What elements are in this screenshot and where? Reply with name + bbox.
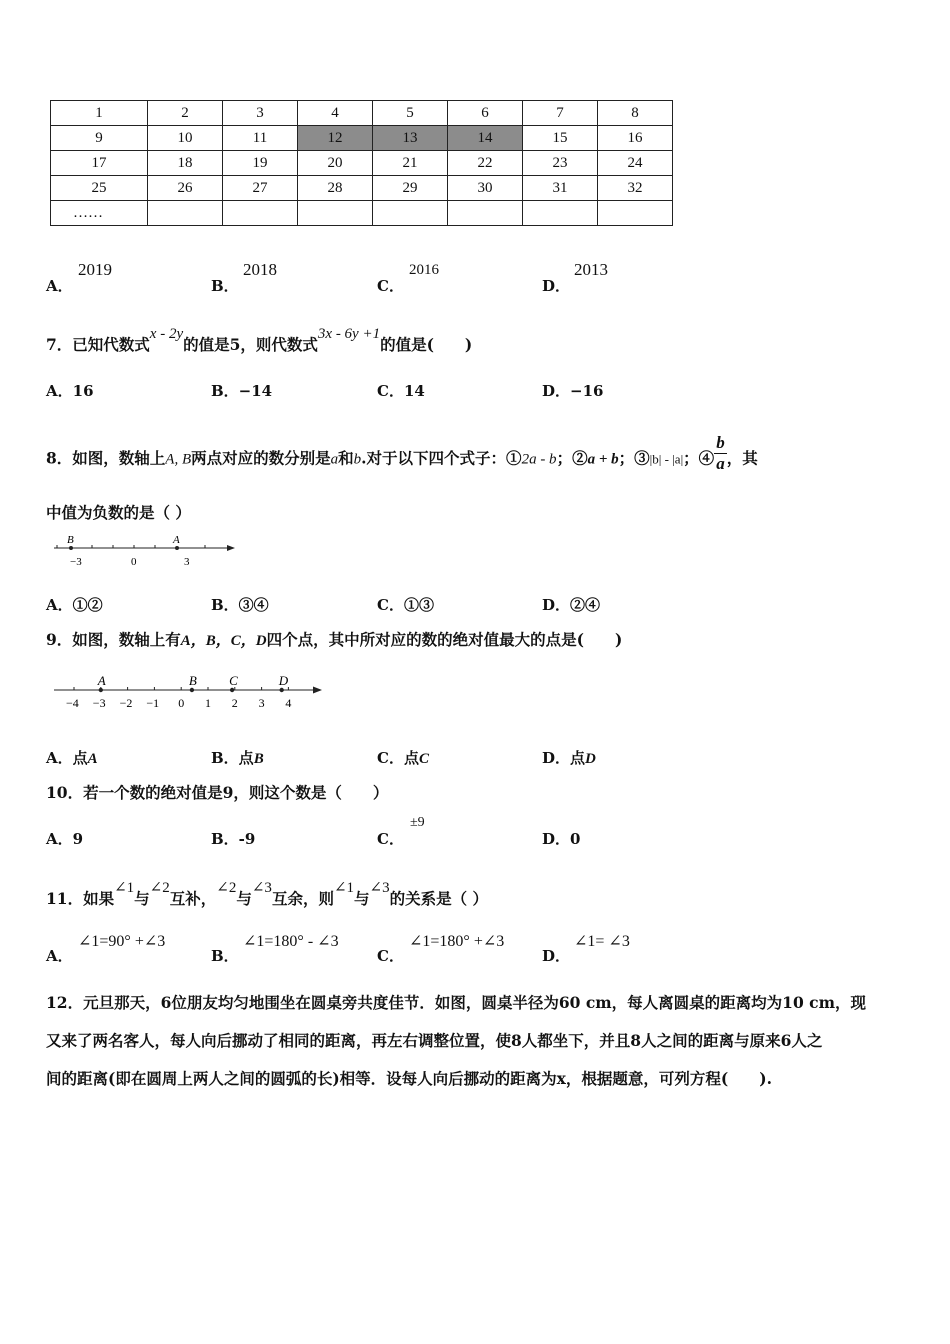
q11-option-d-label: D． (542, 947, 571, 965)
grid-cell: 28 (298, 176, 373, 201)
q8-option-d: D．②④ (542, 596, 601, 614)
q9-point-a (99, 688, 103, 692)
q8-option-b: B．③④ (211, 596, 269, 614)
q9-point-label: C (229, 673, 238, 688)
q6-option-b: 2018 (243, 260, 277, 279)
grid-cell: 8 (598, 101, 673, 126)
q7-expr-2: 3x - 6y +1 (317, 326, 381, 342)
q11-option-c: ∠1=180° +∠3 (409, 933, 505, 950)
q11-option-a: ∠1=90° +∠3 (78, 933, 166, 950)
grid-cell: 23 (523, 151, 598, 176)
q9-point-label: D (278, 673, 289, 688)
grid-cell: 2 (148, 101, 223, 126)
q10-option-c: ±9 (410, 815, 425, 830)
q7-option-a: A．16 (46, 382, 94, 400)
q9-tick-label: 0 (178, 696, 185, 710)
q7-option-b: B．−14 (211, 382, 273, 400)
q10-option-a: A．9 (46, 830, 84, 848)
grid-cell (373, 201, 448, 226)
grid-cell: 4 (298, 101, 373, 126)
q11-option-a-label: A． (46, 947, 73, 965)
q8-tick-3: 3 (184, 556, 190, 568)
grid-row (51, 151, 673, 176)
q6-option-c-label: C． (377, 277, 404, 295)
grid-row (51, 176, 673, 201)
q12-line-2: 又来了两名客人，每人向后挪动了相同的距离，再左右调整位置，使8人都坐下，并且8人之间的距离与原来6人之 (46, 1031, 823, 1050)
grid-cell: 3 (223, 101, 298, 126)
q9-option-c: C．点C (377, 749, 429, 767)
grid-cell: 11 (223, 126, 298, 151)
q11-option-c-label: C． (377, 947, 404, 965)
grid-cell: 16 (598, 126, 673, 151)
q8-stem-cont: 中值为负数的是（ ） (46, 503, 191, 522)
q10-option-d: D．0 (542, 830, 581, 848)
q9-option-d: D．点D (542, 749, 596, 767)
grid-cell (448, 201, 523, 226)
grid-cell: 31 (523, 176, 598, 201)
q10-stem: 10．若一个数的绝对值是9，则这个数是（ ） (46, 783, 389, 802)
grid-cell: 15 (523, 126, 598, 151)
q8-label-a: A (173, 534, 180, 546)
grid-row (51, 126, 673, 151)
q9-tick-label: −4 (66, 696, 79, 710)
q6-option-d-label: D． (542, 277, 571, 295)
grid-cell: 21 (373, 151, 448, 176)
q9-point-label: A (97, 673, 106, 688)
q11-option-d: ∠1= ∠3 (574, 933, 630, 950)
q12-line-1: 12．元旦那天，6位朋友均匀地围坐在圆桌旁共度佳节．如图，圆桌半径为60 cm，每人离圆桌的距离均为10 cm，现 (46, 993, 866, 1012)
q8-point-a (175, 546, 179, 550)
grid-cell (298, 201, 373, 226)
number-grid (50, 100, 673, 226)
grid-cell (523, 201, 598, 226)
grid-cell: 17 (51, 151, 148, 176)
q11-option-b: ∠1=180° - ∠3 (243, 933, 339, 950)
q8-point-b (69, 546, 73, 550)
grid-cell (598, 201, 673, 226)
grid-cell: 20 (298, 151, 373, 176)
grid-cell: …… (51, 201, 148, 226)
grid-cell: 10 (148, 126, 223, 151)
q6-option-b-label: B． (211, 277, 239, 295)
grid-row (51, 201, 673, 226)
q7-expr-1: x - 2y (149, 326, 184, 342)
q9-stem: 9．如图，数轴上有A，B，C，D四个点，其中所对应的数的绝对值最大的点是( ) (46, 630, 623, 649)
q9-tick-label: −3 (92, 696, 106, 710)
grid-cell: 1 (51, 101, 148, 126)
grid-cell: 7 (523, 101, 598, 126)
q8-number-line (50, 532, 240, 574)
grid-cell: 5 (373, 101, 448, 126)
q7-stem: 7．已知代数式x - 2y的值是5，则代数式3x - 6y +1的值是( ) (46, 326, 473, 354)
grid-cell: 12 (298, 126, 373, 151)
q9-tick-label: 1 (205, 696, 211, 710)
grid-cell: 30 (448, 176, 523, 201)
q8-option-c: C．①③ (377, 596, 434, 614)
q6-option-a: 2019 (78, 260, 112, 279)
q11-option-b-label: B． (211, 947, 239, 965)
grid-cell: 25 (51, 176, 148, 201)
grid-cell (148, 201, 223, 226)
grid-cell: 22 (448, 151, 523, 176)
grid-cell: 14 (448, 126, 523, 151)
q9-option-b: B．点B (211, 749, 264, 767)
q9-option-a: A．点A (46, 749, 98, 767)
q8-tick-neg3: −3 (70, 556, 82, 568)
q6-option-a-label: A． (46, 277, 73, 295)
q7-option-c: C．14 (377, 382, 425, 400)
q8-option-a: A．①② (46, 596, 103, 614)
grid-cell: 18 (148, 151, 223, 176)
q8-label-b: B (67, 534, 74, 546)
q8-tick-0: 0 (131, 556, 137, 568)
q9-tick-label: 4 (285, 696, 292, 710)
q9-point-label: B (188, 673, 197, 688)
q6-option-d: 2013 (574, 260, 608, 279)
q9-point-b (190, 688, 194, 692)
grid-cell: 26 (148, 176, 223, 201)
q12-line-3: 间的距离(即在圆周上两人之间的圆弧的长)相等．设每人向后挪动的距离为x，根据题意，可列方程( ). (46, 1069, 772, 1088)
q6-option-c: 2016 (409, 262, 439, 278)
grid-cell: 24 (598, 151, 673, 176)
grid-cell: 9 (51, 126, 148, 151)
q7-option-d: D．−16 (542, 382, 604, 400)
q9-tick-label: −2 (119, 696, 133, 710)
q9-number-line (50, 670, 330, 714)
grid-cell: 27 (223, 176, 298, 201)
grid-row (51, 101, 673, 126)
grid-cell: 19 (223, 151, 298, 176)
grid-cell: 29 (373, 176, 448, 201)
q10-option-b: B．-9 (211, 830, 256, 848)
q9-point-d (280, 688, 284, 692)
grid-cell: 32 (598, 176, 673, 201)
q10-option-c-label: C． (377, 830, 404, 848)
q8-fraction: $\frac{b}{a}$ (716, 433, 725, 473)
q9-point-c (230, 688, 234, 692)
grid-cell: 13 (373, 126, 448, 151)
q9-tick-label: 2 (231, 696, 238, 710)
q11-stem: 11．如果∠1与∠2互补，∠2与∠3互余，则∠1与∠3的关系是（ ） (46, 880, 489, 908)
q8-stem: 8．如图，数轴上A, B两点对应的数分别是a和b.对于以下四个式子：①2a - b；②a + b；③|b| - |a|；④ $\frac{b}{a}$ ，其 (46, 433, 758, 473)
q9-tick-label: 3 (258, 696, 265, 710)
grid-cell (223, 201, 298, 226)
q9-tick-label: −1 (146, 696, 160, 710)
grid-cell: 6 (448, 101, 523, 126)
